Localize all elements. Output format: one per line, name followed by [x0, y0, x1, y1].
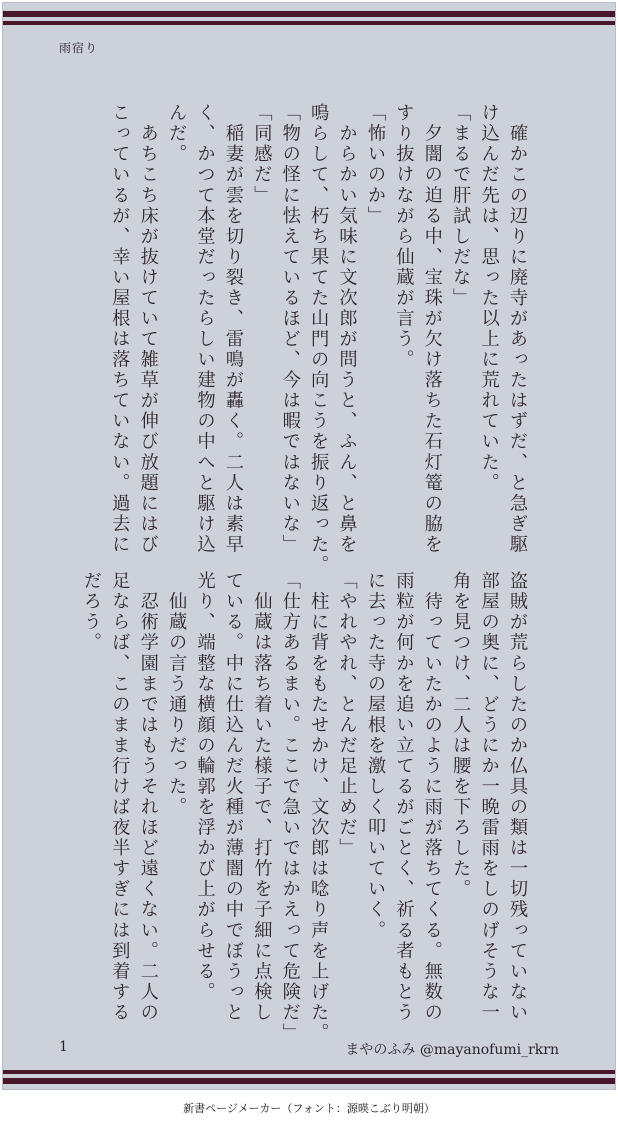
text-line: 稲妻が雲を切り裂き、雷鳴が轟く。二人は素早 [222, 103, 244, 555]
text-line: あちこち床が抜けていて雑草が伸び放題にはび [137, 103, 159, 555]
text-line: んだ。 [166, 103, 188, 165]
text-line: 「物の怪に怯えているほど、今は暇ではないな」 [279, 103, 301, 555]
lower-text-column [77, 571, 532, 1044]
text-line: け込んだ先は、思った以上に荒れていた。 [478, 103, 500, 494]
text-line: 「同感だ」 [251, 103, 273, 206]
text-line: 部屋の奥に、どうにか一晩雷雨をしのげそうな一 [478, 571, 500, 1023]
bottom-border-band-thin [3, 1070, 615, 1074]
text-line: 角を見つけ、二人は腰を下ろした。 [450, 571, 472, 900]
page-number: 1 [59, 1039, 68, 1055]
text-line: 盗賊が荒らしたのか仏具の類は一切残っていない [507, 571, 528, 1023]
text-line: 夕闇の迫る中、宝珠が欠け落ちた石灯篭の脇を [421, 103, 443, 555]
text-line: 「まるで肝試しだな」 [450, 103, 472, 309]
text-line: 確かこの辺りに廃寺があったはずだ、と急ぎ駆 [507, 103, 528, 555]
author-credit: まやのふみ @mayanofumi_rkrn [345, 1042, 559, 1058]
text-line: 待っていたかのように雨が落ちてくる。無数の [421, 571, 443, 1023]
text-line: こっているが、幸い屋根は落ちていない。過去に [109, 103, 131, 555]
text-line: 柱に背をもたせかけ、文次郎は唸り声を上げた。 [308, 571, 330, 1044]
text-line: 鳴らして、朽ち果てた山門の向こうを振り返った。 [308, 103, 330, 576]
text-line: に去った寺の屋根を激しく叩いていく。 [364, 571, 386, 941]
text-line: 「怖いのか」 [364, 103, 386, 227]
book-page [2, 2, 616, 1090]
bottom-border-band [3, 1078, 615, 1084]
text-line: だろう。 [80, 571, 102, 654]
top-border-band [3, 11, 615, 17]
text-line: ている。中に仕込んだ火種が薄闇の中でぼうっと [222, 571, 244, 1023]
text-line: 仙蔵は落ち着いた様子で、打竹を子細に点検し [251, 571, 273, 1023]
text-line: 足ならば、このまま行けば夜半すぎには到着する [109, 571, 131, 1023]
text-line: く、かつて本堂だったらしい建物の中へと駆け込 [194, 103, 216, 555]
text-line: 雨粒が何かを追い立てるがごとく、祈る者もとう [393, 571, 415, 1023]
text-line: からかい気味に文次郎が問うと、ふん、と鼻を [336, 103, 358, 555]
text-line: 「仕方あるまい。ここで急いではかえって危険だ」 [279, 571, 301, 1044]
text-line: 「やれやれ、とんだ足止めだ」 [336, 571, 358, 859]
upper-text-column [105, 103, 531, 576]
text-line: 光り、端整な横顔の輪郭を浮かび上がらせる。 [194, 571, 216, 1003]
text-line: 忍術学園まではもうそれほど遠くない。二人の [137, 571, 159, 1023]
text-line: 仙蔵の言う通りだった。 [166, 571, 188, 818]
generator-caption: 新書ページメーカー（フォント：源暎こぶり明朝） [183, 1102, 435, 1115]
top-border-band-thin [3, 21, 615, 25]
text-line: すり抜けながら仙蔵が言う。 [393, 103, 415, 371]
running-title: 雨宿り [59, 41, 99, 55]
